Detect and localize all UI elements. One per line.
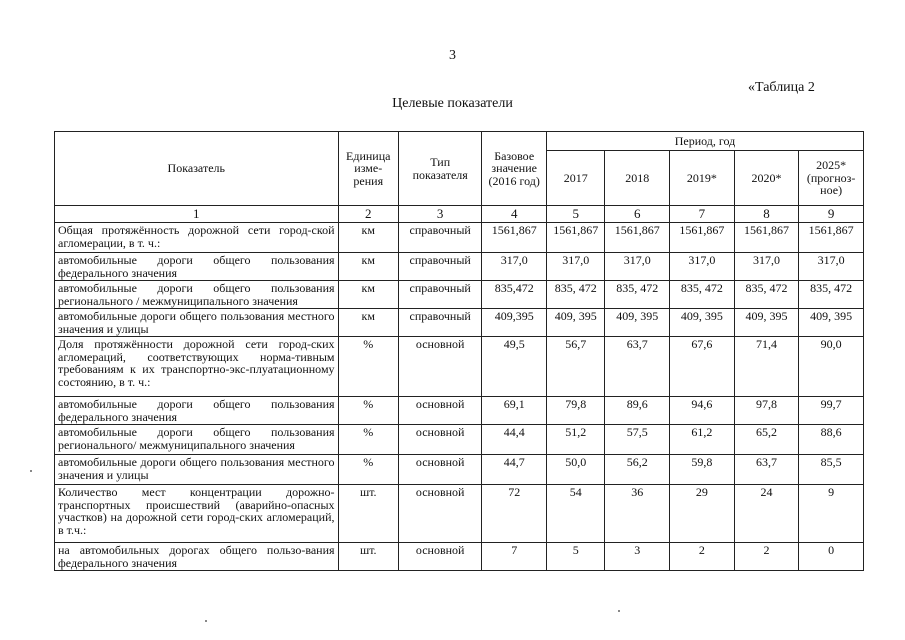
year-value-cell: 3	[605, 543, 670, 571]
year-value-cell: 317,0	[670, 253, 735, 281]
year-value-cell: 51,2	[547, 425, 605, 455]
indicator-name: автомобильные дороги общего пользования федерального значения	[55, 253, 339, 281]
year-value-cell: 65,2	[734, 425, 799, 455]
year-value-cell: 90,0	[799, 337, 864, 397]
year-value-cell: 67,6	[670, 337, 735, 397]
table-row	[55, 543, 864, 571]
year-value-cell: 97,8	[734, 397, 799, 425]
type-cell: основной	[398, 337, 481, 397]
table-row	[55, 425, 864, 455]
header-indicator: Показатель	[55, 132, 339, 206]
table-row	[55, 485, 864, 543]
year-value-cell: 317,0	[734, 253, 799, 281]
indicator-name: Доля протяжённости дорожной сети город-ских агломераций, соответствующих норма-тивным требованиям к их транспортно-экс-плуатационному состоянию, в т. ч.:	[55, 337, 339, 397]
table-row	[55, 309, 864, 337]
year-value-cell: 36	[605, 485, 670, 543]
type-cell: справочный	[398, 281, 481, 309]
year-value-cell: 409, 395	[734, 309, 799, 337]
type-cell: основной	[398, 397, 481, 425]
header-year: 2017	[547, 151, 605, 206]
unit-cell: км	[338, 253, 398, 281]
type-cell: справочный	[398, 253, 481, 281]
indicator-name: на автомобильных дорогах общего пользо-вания федерального значения	[55, 543, 339, 571]
type-cell: справочный	[398, 309, 481, 337]
table-body	[55, 223, 864, 571]
year-value-cell: 1561,867	[605, 223, 670, 253]
year-value-cell: 1561,867	[670, 223, 735, 253]
column-number: 7	[670, 206, 735, 223]
year-value-cell: 99,7	[799, 397, 864, 425]
year-value-cell: 0	[799, 543, 864, 571]
type-cell: основной	[398, 485, 481, 543]
column-number: 3	[398, 206, 481, 223]
column-number: 2	[338, 206, 398, 223]
indicator-name: автомобильные дороги общего пользования местного значения и улицы	[55, 309, 339, 337]
table-row	[55, 281, 864, 309]
year-value-cell: 54	[547, 485, 605, 543]
year-value-cell: 409, 395	[799, 309, 864, 337]
year-value-cell: 835, 472	[605, 281, 670, 309]
base-value-cell: 44,7	[482, 455, 547, 485]
table-row	[55, 253, 864, 281]
unit-cell: шт.	[338, 543, 398, 571]
column-number: 8	[734, 206, 799, 223]
year-value-cell: 409, 395	[670, 309, 735, 337]
year-value-cell: 61,2	[670, 425, 735, 455]
year-value-cell: 1561,867	[734, 223, 799, 253]
year-value-cell: 50,0	[547, 455, 605, 485]
unit-cell: %	[338, 397, 398, 425]
type-cell: основной	[398, 543, 481, 571]
base-value-cell: 69,1	[482, 397, 547, 425]
year-value-cell: 835, 472	[799, 281, 864, 309]
header-base: Базовое значение (2016 год)	[482, 132, 547, 206]
header-year: 2020*	[734, 151, 799, 206]
year-value-cell: 94,6	[670, 397, 735, 425]
year-value-cell: 56,2	[605, 455, 670, 485]
table-title: Целевые показатели	[392, 96, 513, 111]
year-value-cell: 2	[670, 543, 735, 571]
year-value-cell: 1561,867	[547, 223, 605, 253]
year-value-cell: 317,0	[799, 253, 864, 281]
unit-cell: км	[338, 281, 398, 309]
year-value-cell: 409, 395	[547, 309, 605, 337]
column-number: 1	[55, 206, 339, 223]
year-value-cell: 85,5	[799, 455, 864, 485]
header-year: 2018	[605, 151, 670, 206]
type-cell: основной	[398, 455, 481, 485]
year-value-cell: 835, 472	[547, 281, 605, 309]
header-period: Период, год	[547, 132, 864, 151]
scan-speck	[618, 610, 620, 612]
column-number: 4	[482, 206, 547, 223]
column-number: 5	[547, 206, 605, 223]
year-value-cell: 89,6	[605, 397, 670, 425]
base-value-cell: 1561,867	[482, 223, 547, 253]
base-value-cell: 409,395	[482, 309, 547, 337]
base-value-cell: 72	[482, 485, 547, 543]
unit-cell: %	[338, 425, 398, 455]
indicator-name: Общая протяжённость дорожной сети город-ской агломерации, в т. ч.:	[55, 223, 339, 253]
page-number: 3	[449, 48, 456, 63]
year-value-cell: 317,0	[605, 253, 670, 281]
base-value-cell: 49,5	[482, 337, 547, 397]
table-row	[55, 397, 864, 425]
year-value-cell: 56,7	[547, 337, 605, 397]
indicator-name: автомобильные дороги общего пользования регионального / межмуниципального значения	[55, 281, 339, 309]
table-label: «Таблица 2	[748, 80, 815, 95]
base-value-cell: 835,472	[482, 281, 547, 309]
table-row	[55, 337, 864, 397]
unit-cell: км	[338, 223, 398, 253]
unit-cell: км	[338, 309, 398, 337]
header-year: 2025* (прогноз-ное)	[799, 151, 864, 206]
unit-cell: %	[338, 455, 398, 485]
year-value-cell: 59,8	[670, 455, 735, 485]
year-value-cell: 317,0	[547, 253, 605, 281]
year-value-cell: 57,5	[605, 425, 670, 455]
year-value-cell: 24	[734, 485, 799, 543]
base-value-cell: 317,0	[482, 253, 547, 281]
table-row	[55, 223, 864, 253]
type-cell: основной	[398, 425, 481, 455]
indicator-name: автомобильные дороги общего пользования федерального значения	[55, 397, 339, 425]
unit-cell: %	[338, 337, 398, 397]
scan-speck	[30, 470, 32, 472]
column-number: 9	[799, 206, 864, 223]
indicator-name: автомобильные дороги общего пользования регионального/ межмуниципального значения	[55, 425, 339, 455]
indicator-name: автомобильные дороги общего пользования местного значения и улицы	[55, 455, 339, 485]
column-number: 6	[605, 206, 670, 223]
header-type: Тип показателя	[398, 132, 481, 206]
year-value-cell: 71,4	[734, 337, 799, 397]
header-year: 2019*	[670, 151, 735, 206]
year-value-cell: 409, 395	[605, 309, 670, 337]
year-value-cell: 63,7	[605, 337, 670, 397]
year-value-cell: 835, 472	[734, 281, 799, 309]
indicators-table	[54, 131, 864, 571]
year-value-cell: 2	[734, 543, 799, 571]
base-value-cell: 44,4	[482, 425, 547, 455]
year-value-cell: 835, 472	[670, 281, 735, 309]
year-value-cell: 1561,867	[799, 223, 864, 253]
base-value-cell: 7	[482, 543, 547, 571]
unit-cell: шт.	[338, 485, 398, 543]
year-value-cell: 9	[799, 485, 864, 543]
year-value-cell: 5	[547, 543, 605, 571]
table-row	[55, 455, 864, 485]
header-unit: Единица изме-рения	[338, 132, 398, 206]
indicator-name: Количество мест концентрации дорожно-транспортных происшествий (аварийно-опасных участков) на дорожной сети город-ских агломераций, в т.ч.:	[55, 485, 339, 543]
type-cell: справочный	[398, 223, 481, 253]
year-value-cell: 79,8	[547, 397, 605, 425]
year-value-cell: 88,6	[799, 425, 864, 455]
year-value-cell: 63,7	[734, 455, 799, 485]
year-value-cell: 29	[670, 485, 735, 543]
scan-speck	[205, 620, 207, 622]
